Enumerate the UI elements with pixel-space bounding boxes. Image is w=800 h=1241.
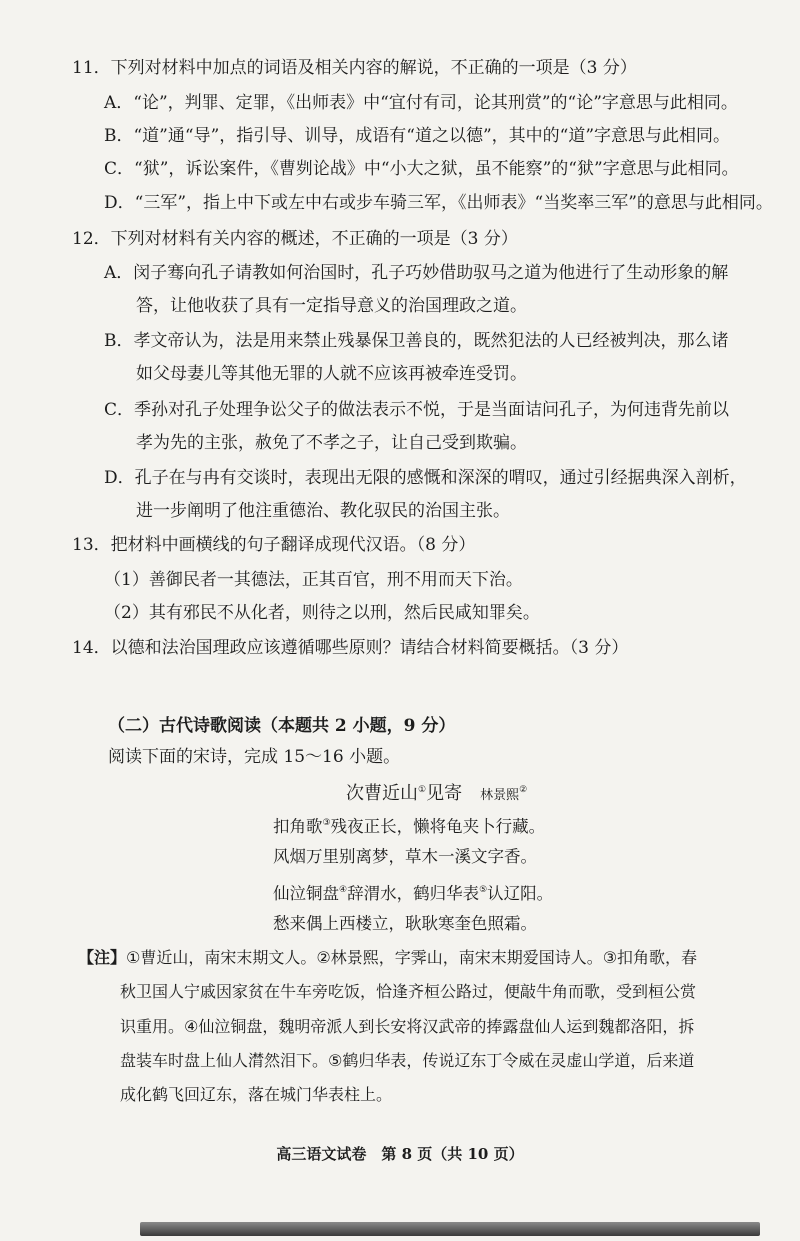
poem-line-3-part3: 认辽阳。 [487, 884, 554, 903]
q11-stem: 11．下列对材料中加点的词语及相关内容的解说，不正确的一项是（3 分） [72, 58, 637, 78]
q11-option-b: B．“道”通“导”，指引导、训导，成语有“道之以德”，其中的“道”字意思与此相同。 [104, 126, 731, 146]
poem-line-3-part1: 仙泣铜盘 [273, 884, 339, 903]
q12-option-a-line1: A．闵子骞向孔子请教如何治国时，孔子巧妙借助驭马之道为他进行了生动形象的解 [104, 263, 729, 283]
q12-option-d-line2: 进一步阐明了他注重德治、教化驭民的治国主张。 [136, 501, 510, 521]
notes-line-2: 秋卫国人宁戚因家贫在牛车旁吃饭，恰逢齐桓公路过，便敲牛角而歌，受到桓公赏 [120, 982, 697, 1001]
poem-line-2: 风烟万里别离梦，草木一溪文字香。 [273, 847, 537, 866]
q12-option-d-line1: D．孔子在与冉有交谈时，表现出无限的感慨和深深的喟叹，通过引经据典深入剖析， [104, 468, 747, 488]
poem-author-note-mark: ② [519, 785, 528, 795]
section-instruction: 阅读下面的宋诗，完成 15～16 小题。 [108, 747, 401, 767]
q13-stem: 13．把材料中画横线的句子翻译成现代汉语。（8 分） [72, 535, 476, 555]
page-footer: 高三语文试卷 第 8 页（共 10 页） [276, 1145, 524, 1163]
notes-line-5: 成化鹤飞回辽东，落在城门华表柱上。 [120, 1085, 393, 1104]
poem-line-1 [273, 811, 545, 839]
poem-line-4: 愁来偶上西楼立，耿耿寒奎色照霜。 [273, 914, 537, 933]
notes-line-1 [78, 946, 697, 970]
poem-title-note-mark: ① [418, 785, 427, 795]
scan-edge-bar [140, 1222, 760, 1236]
q11-option-d: D．“三军”，指上中下或左中右或步车骑三军，《出师表》“当奖率三军”的意思与此相同。 [104, 193, 773, 213]
q11-option-c: C．“狱”，诉讼案件，《曹刿论战》中“小大之狱，虽不能察”的“狱”字意思与此相同。 [104, 159, 739, 179]
q12-option-a-line2: 答，让他收获了具有一定指导意义的治国理政之道。 [136, 296, 527, 316]
q13-sentence-2: （2）其有邪民不从化者，则待之以刑，然后民咸知罪矣。 [104, 603, 540, 623]
poem-line-1-note-mark: ③ [322, 818, 331, 828]
poem-title [346, 778, 527, 808]
poem-line-3 [273, 878, 553, 906]
notes-label: 【注】 [78, 948, 127, 967]
poem-author: 林景熙 [480, 788, 520, 803]
q14-stem: 14．以德和法治国理政应该遵循哪些原则？请结合材料简要概括。（3 分） [72, 638, 629, 658]
poem-line-3-part2: 辞渭水，鹤归华表 [347, 884, 480, 903]
notes-line-4: 盘装车时盘上仙人潸然泪下。⑤鹤归华表，传说辽东丁令威在灵虚山学道，后来道 [120, 1051, 695, 1070]
q13-sentence-1: （1）善御民者一其德法，正其百官，刑不用而天下治。 [104, 570, 523, 590]
poem-line-3-note-mark-b: ⑤ [479, 885, 488, 895]
poem-title-part2: 见寄 [426, 783, 463, 804]
q12-option-b-line2: 如父母妻儿等其他无罪的人就不应该再被牵连受罚。 [136, 364, 527, 384]
poem-title-part1: 次曹近山 [346, 783, 418, 804]
poem-line-1-part2: 残夜正长，懒将龟夹卜行藏。 [330, 817, 546, 836]
q12-option-b-line1: B．孝文帝认为，法是用来禁止残暴保卫善良的，既然犯法的人已经被判决，那么诸 [104, 331, 729, 351]
notes-line-3: 识重用。④仙泣铜盘，魏明帝派人到长安将汉武帝的捧露盘仙人运到魏都洛阳，拆 [120, 1017, 695, 1036]
notes-text-1: ①曹近山，南宋末期文人。②林景熙，字霁山，南宋末期爱国诗人。③扣角歌，春 [126, 948, 698, 967]
q12-option-c-line2: 孝为先的主张，赦免了不孝之子，让自己受到欺骗。 [136, 433, 527, 453]
q12-option-c-line1: C．季孙对孔子处理争讼父子的做法表示不悦，于是当面诘问孔子，为何违背先前以 [104, 400, 730, 420]
q11-option-a: A．“论”，判罪、定罪，《出师表》中“宜付有司，论其刑赏”的“论”字意思与此相同。 [104, 93, 738, 113]
section-title: （二）古代诗歌阅读（本题共 2 小题，9 分） [108, 716, 456, 736]
poem-line-1-part1: 扣角歌 [273, 817, 323, 836]
poem-line-3-note-mark-a: ④ [339, 885, 348, 895]
q12-stem: 12．下列对材料有关内容的概述，不正确的一项是（3 分） [72, 229, 518, 249]
